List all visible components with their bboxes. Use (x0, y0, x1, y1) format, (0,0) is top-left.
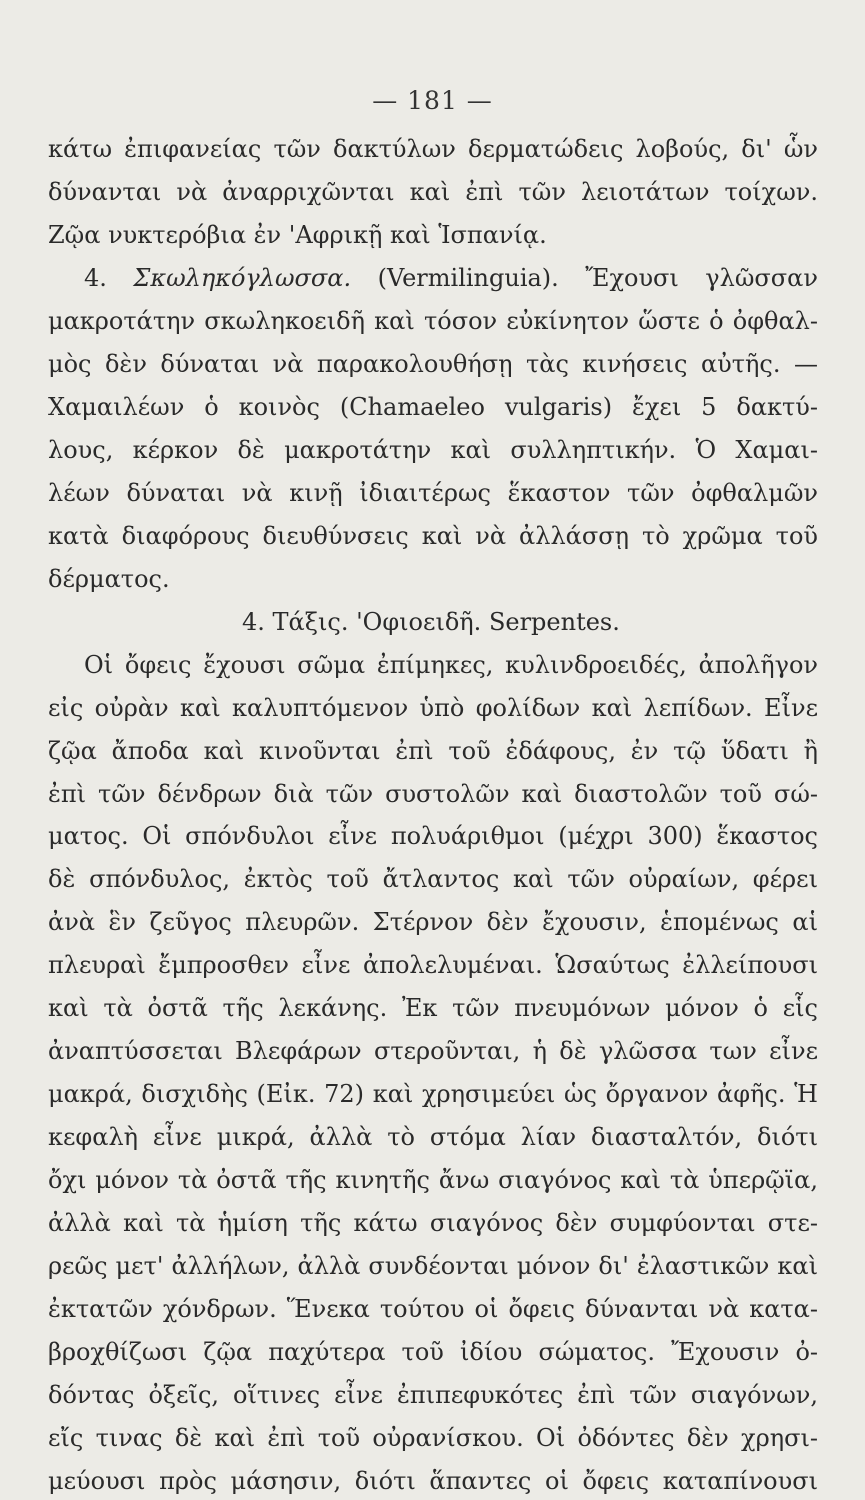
text-line: ἀλλὰ καὶ τὰ ἡμίση τῆς κάτω σιαγόνος δὲν συμφύονται στε- (48, 1209, 818, 1237)
text-line: ἐκτατῶν χόνδρων. Ἕνεκα τούτου οἱ ὄφεις δύνανται νὰ κατα- (48, 1295, 818, 1323)
text-line: μεύουσι πρὸς μάσησιν, διότι ἅπαντες οἱ ὄφεις καταπίνουσι (48, 1467, 818, 1495)
text-line-numbered (84, 263, 818, 293)
text-line: δόντας ὀξεῖς, οἵτινες εἶνε ἐπιπεφυκότες ἐπὶ τῶν σιαγόνων, (48, 1381, 818, 1409)
text-line: δέρματος. (48, 565, 170, 593)
text-line: ρεῶς μετ' ἀλλήλων, ἀλλὰ συνδέονται μόνον δι' ἐλαστικῶν καὶ (48, 1252, 818, 1280)
text-line: εἴς τινας δὲ καὶ ἐπὶ τοῦ οὐρανίσκου. Οἱ ὀδόντες δὲν χρησι- (48, 1424, 818, 1452)
text-line: πλευραὶ ἔμπροσθεν εἶνε ἀπολελυμέναι. Ὡσαύτως ἐλλείπουσι (48, 951, 818, 979)
text-line: ἀναπτύσσεται Βλεφάρων στεροῦνται, ἡ δὲ γλῶσσα των εἶνε (48, 1037, 818, 1065)
page-number: — 181 — (372, 86, 493, 115)
term-latin: (Vermilinguia). (377, 264, 559, 292)
text-line: ἀνὰ ἓν ζεῦγος πλευρῶν. Στέρνον δὲν ἔχουσιν, ἑπομένως αἱ (48, 908, 818, 936)
term-greek: Σκωληκόγλωσσα. (133, 264, 352, 292)
text-line: μακροτάτην σκωληκοειδῆ καὶ τόσον εὐκίνητον ὥστε ὁ ὀφθαλ- (48, 307, 818, 335)
text-line: Ζῷα νυκτερόβια ἐν 'Αφρικῇ καὶ Ἱσπανίᾳ. (48, 221, 547, 249)
text-line: Χαμαιλέων ὁ κοινὸς (Chamaeleo vulgaris) ἔχει 5 δακτύ- (48, 393, 818, 421)
text-line: κατὰ διαφόρους διευθύνσεις καὶ νὰ ἀλλάσσῃ τὸ χρῶμα τοῦ (48, 522, 818, 550)
section-heading: 4. Τάξις. 'Οφιοειδῆ. Serpentes. (242, 608, 620, 636)
text-line: καὶ τὰ ὀστᾶ τῆς λεκάνης. Ἐκ τῶν πνευμόνων μόνον ὁ εἷς (48, 994, 818, 1022)
text-line: κεφαλὴ εἶνε μικρά, ἀλλὰ τὸ στόμα λίαν διασταλτόν, διότι (48, 1123, 818, 1151)
text-line: μὸς δὲν δύναται νὰ παρακολουθήσῃ τὰς κινήσεις αὐτῆς. — (48, 350, 818, 378)
text-line: μακρά, δισχιδὴς (Εἰκ. 72) καὶ χρησιμεύει ὡς ὄργανον ἀφῆς. Ἡ (48, 1080, 818, 1108)
text-line: ζῷα ἄποδα καὶ κινοῦνται ἐπὶ τοῦ ἐδάφους, ἐν τῷ ὕδατι ἢ (48, 737, 818, 765)
text-line: εἰς οὐρὰν καὶ καλυπτόμενον ὑπὸ φολίδων καὶ λεπίδων. Εἶνε (48, 694, 818, 722)
text-line: λους, κέρκον δὲ μακροτάτην καὶ συλληπτικήν. Ὁ Χαμαι- (48, 436, 818, 464)
text-line: ματος. Οἱ σπόνδυλοι εἶνε πολυάριθμοι (μέχρι 300) ἕκαστος (48, 822, 818, 850)
text-line: ἐπὶ τῶν δένδρων διὰ τῶν συστολῶν καὶ διαστολῶν τοῦ σώ- (48, 780, 818, 808)
text-line: ὄχι μόνον τὰ ὀστᾶ τῆς κινητῆς ἄνω σιαγόνος καὶ τὰ ὑπερῷϊα, (48, 1166, 818, 1194)
text-line: δύνανται νὰ ἀναρριχῶνται καὶ ἐπὶ τῶν λειοτάτων τοίχων. (48, 178, 818, 206)
paragraph-number: 4. (84, 264, 107, 292)
text-line: δὲ σπόνδυλος, ἐκτὸς τοῦ ἄτλαντος καὶ τῶν οὐραίων, φέρει (48, 865, 818, 893)
text-line: κάτω ἐπιφανείας τῶν δακτύλων δερματώδεις λοβούς, δι' ὧν (48, 135, 818, 163)
text-run: Ἔχουσι γλῶσσαν (585, 264, 818, 292)
text-line: Οἱ ὄφεις ἔχουσι σῶμα ἐπίμηκες, κυλινδροειδές, ἀπολῆγον (84, 651, 818, 679)
text-line: λέων δύναται νὰ κινῇ ἰδιαιτέρως ἕκαστον τῶν ὀφθαλμῶν (48, 479, 818, 507)
text-line: βροχθίζωσι ζῷα παχύτερα τοῦ ἰδίου σώματος. Ἔχουσιν ὀ- (48, 1338, 818, 1366)
